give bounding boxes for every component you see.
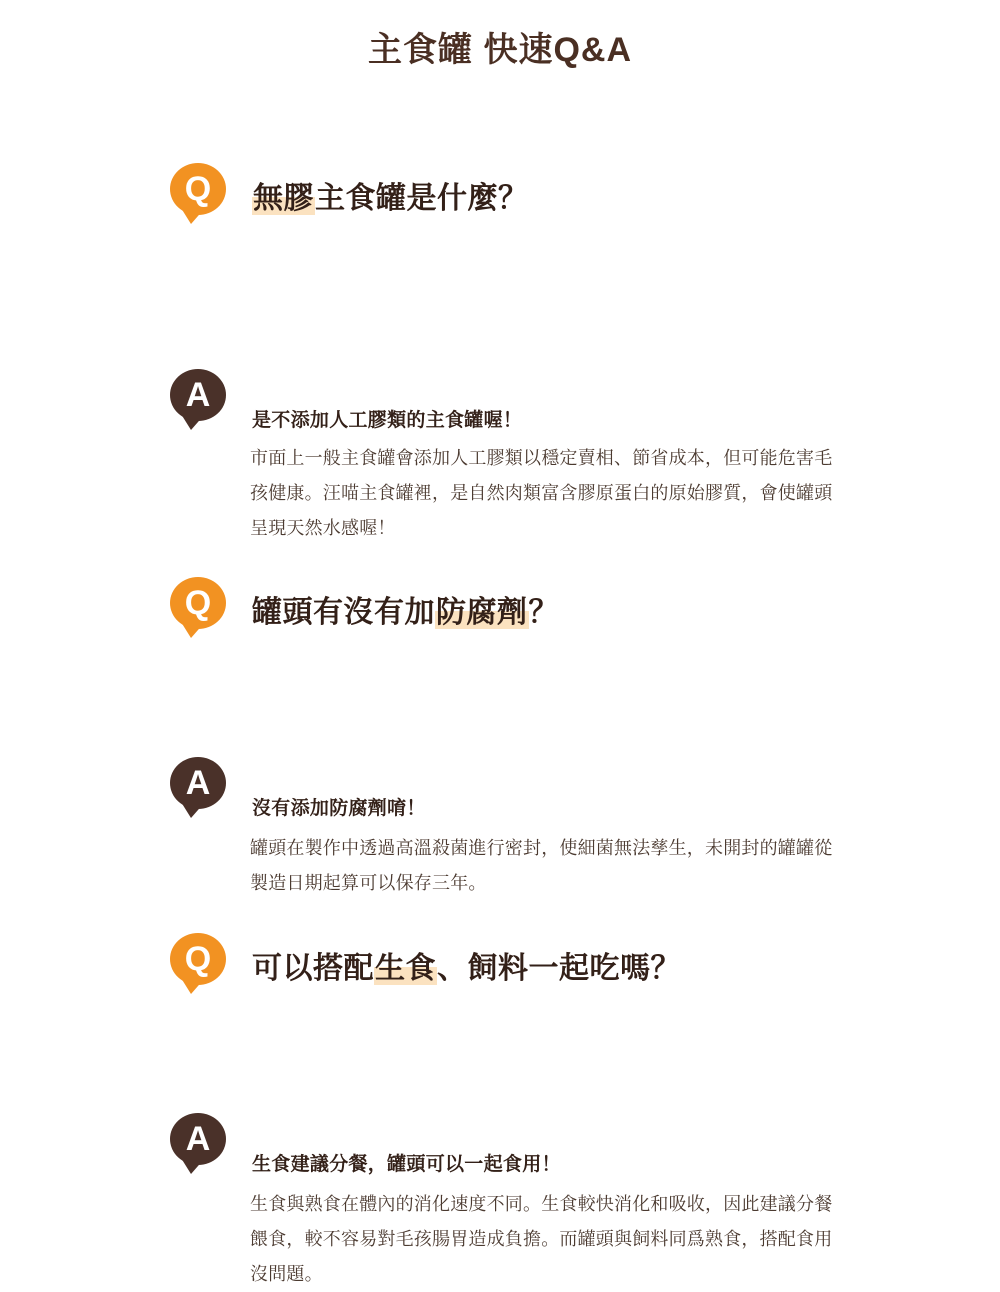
question-text-3-pre: 可以搭配 — [252, 952, 374, 985]
answer-badge-label: A — [185, 376, 211, 414]
question-text-2-highlight: 防腐劑 — [436, 596, 528, 629]
question-row-1 — [0, 77, 1000, 215]
question-badge-label: Q — [184, 170, 212, 208]
page-title: 主食罐 快速Q&A — [368, 31, 632, 69]
answer-badge-icon — [170, 757, 226, 809]
answer-badge-label: A — [185, 1120, 211, 1158]
question-text-1-highlight: 無膠 — [253, 182, 314, 215]
answer-badge-icon — [170, 369, 226, 421]
question-text-2 — [252, 587, 559, 631]
answer-body-3: 生食與熟食在體內的消化速度不同。生食較快消化和吸收，因此建議分餐餵食，較不容易對毛孩腸胃造成負擔。而罐頭與飼料同爲熟食，搭配食用沒問題。 — [250, 1194, 833, 1285]
bubble-tail-icon — [181, 802, 205, 818]
question-badge-icon — [170, 577, 226, 629]
answer-heading-3: 生食建議分餐，罐頭可以一起食用！ — [252, 1154, 561, 1175]
answer-heading-2: 沒有添加防腐劑唷！ — [252, 798, 426, 819]
answer-heading-1: 是不添加人工膠類的主食罐喔！ — [252, 410, 523, 431]
bubble-tail-icon — [181, 1158, 205, 1174]
question-badge-label: Q — [184, 940, 212, 978]
bubble-tail-icon — [181, 978, 205, 994]
question-text-3-post: 、飼料一起吃嗎？ — [437, 952, 681, 985]
bubble-tail-icon — [181, 622, 205, 638]
answer-body-1: 市面上一般主食罐會添加人工膠類以穩定賣相、節省成本，但可能危害毛孩健康。汪喵主食罐裡，是自然肉類富含膠原蛋白的原始膠質，會使罐頭呈現天然水感喔！ — [250, 448, 833, 539]
qa-item-1 — [0, 77, 1000, 539]
question-badge-label: Q — [184, 584, 212, 622]
answer-badge-label: A — [185, 764, 211, 802]
question-text-3-highlight: 生食 — [375, 952, 436, 985]
question-text-2-post: ？ — [528, 596, 559, 629]
bubble-tail-icon — [181, 414, 205, 430]
question-text-2-pre: 罐頭有沒有加 — [252, 596, 435, 629]
answer-badge-icon — [170, 1113, 226, 1165]
question-text-1-post: 主食罐是什麼？ — [315, 182, 529, 215]
answer-body-2: 罐頭在製作中透過高溫殺菌進行密封，使細菌無法孳生，未開封的罐罐從製造日期起算可以保存三年。 — [250, 838, 833, 894]
question-badge-icon — [170, 933, 226, 985]
question-text-3 — [252, 943, 681, 987]
